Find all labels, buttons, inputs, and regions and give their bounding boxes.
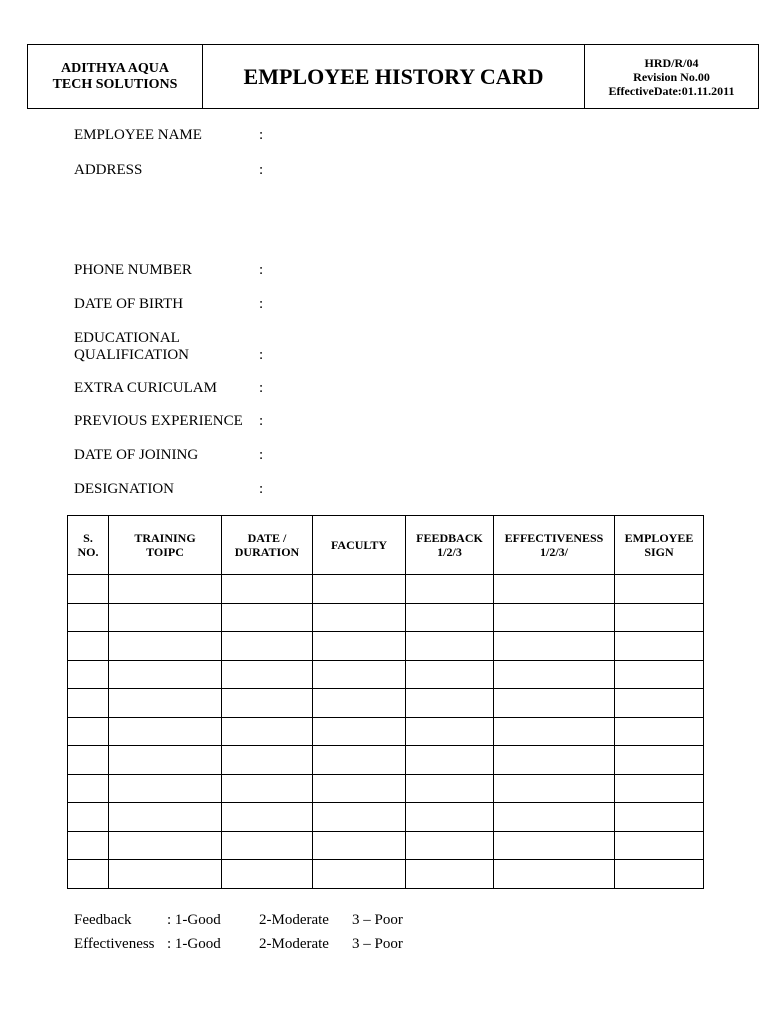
table-cell[interactable] bbox=[313, 689, 406, 718]
field-label-line2: QUALIFICATION bbox=[74, 347, 189, 363]
table-cell[interactable] bbox=[615, 774, 704, 803]
field-colon: : bbox=[259, 162, 264, 178]
header-employee-sign: EMPLOYEE SIGN bbox=[615, 516, 704, 575]
header-s-no: S. NO. bbox=[68, 516, 109, 575]
table-row bbox=[68, 632, 704, 661]
table-cell[interactable] bbox=[68, 831, 109, 860]
table-cell[interactable] bbox=[109, 774, 222, 803]
table-cell[interactable] bbox=[615, 575, 704, 604]
table-cell[interactable] bbox=[313, 660, 406, 689]
table-cell[interactable] bbox=[109, 603, 222, 632]
table-cell[interactable] bbox=[406, 717, 494, 746]
table-row bbox=[68, 575, 704, 604]
field-label: EDUCATIONAL bbox=[74, 330, 180, 346]
table-cell[interactable] bbox=[68, 860, 109, 889]
table-cell[interactable] bbox=[222, 746, 313, 775]
table-cell[interactable] bbox=[222, 860, 313, 889]
legend-feedback bbox=[74, 912, 474, 930]
company-name-line2: TECH SOLUTIONS bbox=[52, 76, 178, 92]
table-row bbox=[68, 660, 704, 689]
table-cell[interactable] bbox=[406, 774, 494, 803]
form-header bbox=[27, 44, 759, 109]
field-colon: : bbox=[259, 413, 264, 429]
revision-number: Revision No.00 bbox=[633, 69, 710, 84]
table-cell[interactable] bbox=[615, 603, 704, 632]
field-label: PHONE NUMBER bbox=[74, 262, 192, 278]
table-cell[interactable] bbox=[222, 603, 313, 632]
table-row bbox=[68, 860, 704, 889]
table-cell[interactable] bbox=[494, 774, 615, 803]
table-cell[interactable] bbox=[109, 717, 222, 746]
company-name-line1: ADITHYA AQUA bbox=[60, 60, 169, 76]
table-cell[interactable] bbox=[313, 717, 406, 746]
table-cell[interactable] bbox=[68, 746, 109, 775]
table-cell[interactable] bbox=[109, 689, 222, 718]
legend-good: : 1-Good bbox=[167, 936, 221, 952]
table-cell[interactable] bbox=[615, 632, 704, 661]
table-cell[interactable] bbox=[68, 689, 109, 718]
table-cell[interactable] bbox=[68, 575, 109, 604]
table-row bbox=[68, 746, 704, 775]
table-cell[interactable] bbox=[406, 860, 494, 889]
legend-poor: 3 – Poor bbox=[352, 936, 403, 952]
table-cell[interactable] bbox=[494, 603, 615, 632]
table-cell[interactable] bbox=[68, 717, 109, 746]
field-label: DATE OF JOINING bbox=[74, 447, 199, 463]
field-colon: : bbox=[259, 380, 264, 396]
table-cell[interactable] bbox=[68, 603, 109, 632]
table-cell[interactable] bbox=[494, 746, 615, 775]
field-label: EMPLOYEE NAME bbox=[74, 127, 202, 143]
table-cell[interactable] bbox=[615, 746, 704, 775]
table-cell[interactable] bbox=[615, 660, 704, 689]
table-cell[interactable] bbox=[494, 831, 615, 860]
table-cell[interactable] bbox=[222, 717, 313, 746]
table-cell[interactable] bbox=[615, 860, 704, 889]
field-colon: : bbox=[259, 481, 264, 497]
table-cell[interactable] bbox=[68, 803, 109, 832]
table-cell[interactable] bbox=[222, 774, 313, 803]
header-feedback: FEEDBACK 1/2/3 bbox=[406, 516, 494, 575]
table-cell[interactable] bbox=[494, 689, 615, 718]
effective-date: EffectiveDate:01.11.2011 bbox=[608, 83, 735, 98]
table-cell[interactable] bbox=[109, 803, 222, 832]
table-cell[interactable] bbox=[615, 803, 704, 832]
table-cell[interactable] bbox=[222, 831, 313, 860]
table-cell[interactable] bbox=[109, 660, 222, 689]
table-cell[interactable] bbox=[313, 603, 406, 632]
table-cell[interactable] bbox=[615, 717, 704, 746]
table-cell[interactable] bbox=[406, 803, 494, 832]
table-cell[interactable] bbox=[109, 632, 222, 661]
table-cell[interactable] bbox=[109, 860, 222, 889]
table-row bbox=[68, 774, 704, 803]
table-cell[interactable] bbox=[313, 774, 406, 803]
table-cell[interactable] bbox=[109, 575, 222, 604]
form-title: EMPLOYEE HISTORY CARD bbox=[203, 45, 585, 108]
table-row bbox=[68, 717, 704, 746]
table-cell[interactable] bbox=[313, 632, 406, 661]
legend-effectiveness bbox=[74, 936, 474, 954]
table-cell[interactable] bbox=[406, 575, 494, 604]
table-cell[interactable] bbox=[494, 632, 615, 661]
legend-label: Effectiveness bbox=[74, 936, 155, 952]
table-cell[interactable] bbox=[222, 803, 313, 832]
table-row bbox=[68, 803, 704, 832]
field-colon: : bbox=[259, 262, 264, 278]
legend-label: Feedback bbox=[74, 912, 132, 928]
legend-poor: 3 – Poor bbox=[352, 912, 403, 928]
field-label: PREVIOUS EXPERIENCE bbox=[74, 413, 243, 429]
table-cell[interactable] bbox=[406, 660, 494, 689]
table-cell[interactable] bbox=[406, 632, 494, 661]
table-cell[interactable] bbox=[494, 717, 615, 746]
field-colon: : bbox=[259, 296, 264, 312]
table-header-row bbox=[68, 516, 704, 575]
table-cell[interactable] bbox=[109, 831, 222, 860]
table-cell[interactable] bbox=[109, 746, 222, 775]
training-table bbox=[67, 515, 704, 889]
table-cell[interactable] bbox=[615, 689, 704, 718]
field-colon: : bbox=[259, 347, 264, 363]
table-cell[interactable] bbox=[313, 831, 406, 860]
field-colon: : bbox=[259, 447, 264, 463]
table-cell[interactable] bbox=[494, 860, 615, 889]
table-cell[interactable] bbox=[68, 774, 109, 803]
table-cell[interactable] bbox=[313, 803, 406, 832]
header-effectiveness: EFFECTIVENESS 1/2/3/ bbox=[494, 516, 615, 575]
field-label: EXTRA CURICULAM bbox=[74, 380, 217, 396]
field-label: ADDRESS bbox=[74, 162, 143, 178]
table-cell[interactable] bbox=[222, 660, 313, 689]
table-cell[interactable] bbox=[406, 746, 494, 775]
table-cell[interactable] bbox=[313, 860, 406, 889]
field-label: DATE OF BIRTH bbox=[74, 296, 184, 312]
table-cell[interactable] bbox=[313, 746, 406, 775]
document-code: HRD/R/04 bbox=[644, 55, 699, 70]
table-cell[interactable] bbox=[406, 689, 494, 718]
table-cell[interactable] bbox=[406, 831, 494, 860]
field-colon: : bbox=[259, 127, 264, 143]
header-training-topic: TRAINING TOIPC bbox=[109, 516, 222, 575]
table-cell[interactable] bbox=[222, 575, 313, 604]
legend-good: : 1-Good bbox=[167, 912, 221, 928]
table-cell[interactable] bbox=[494, 803, 615, 832]
table-cell[interactable] bbox=[615, 831, 704, 860]
field-label: DESIGNATION bbox=[74, 481, 174, 497]
table-row bbox=[68, 603, 704, 632]
table-row bbox=[68, 689, 704, 718]
table-cell[interactable] bbox=[494, 660, 615, 689]
header-faculty: FACULTY bbox=[313, 516, 406, 575]
table-cell[interactable] bbox=[494, 575, 615, 604]
legend-moderate: 2-Moderate bbox=[259, 936, 329, 952]
table-cell[interactable] bbox=[222, 632, 313, 661]
legend-moderate: 2-Moderate bbox=[259, 912, 329, 928]
table-cell[interactable] bbox=[406, 603, 494, 632]
company-name bbox=[28, 45, 203, 108]
table-row bbox=[68, 831, 704, 860]
table-cell[interactable] bbox=[68, 660, 109, 689]
header-date-duration: DATE / DURATION bbox=[222, 516, 313, 575]
table-cell[interactable] bbox=[68, 632, 109, 661]
table-cell[interactable] bbox=[222, 689, 313, 718]
document-info bbox=[585, 45, 758, 108]
table-cell[interactable] bbox=[313, 575, 406, 604]
